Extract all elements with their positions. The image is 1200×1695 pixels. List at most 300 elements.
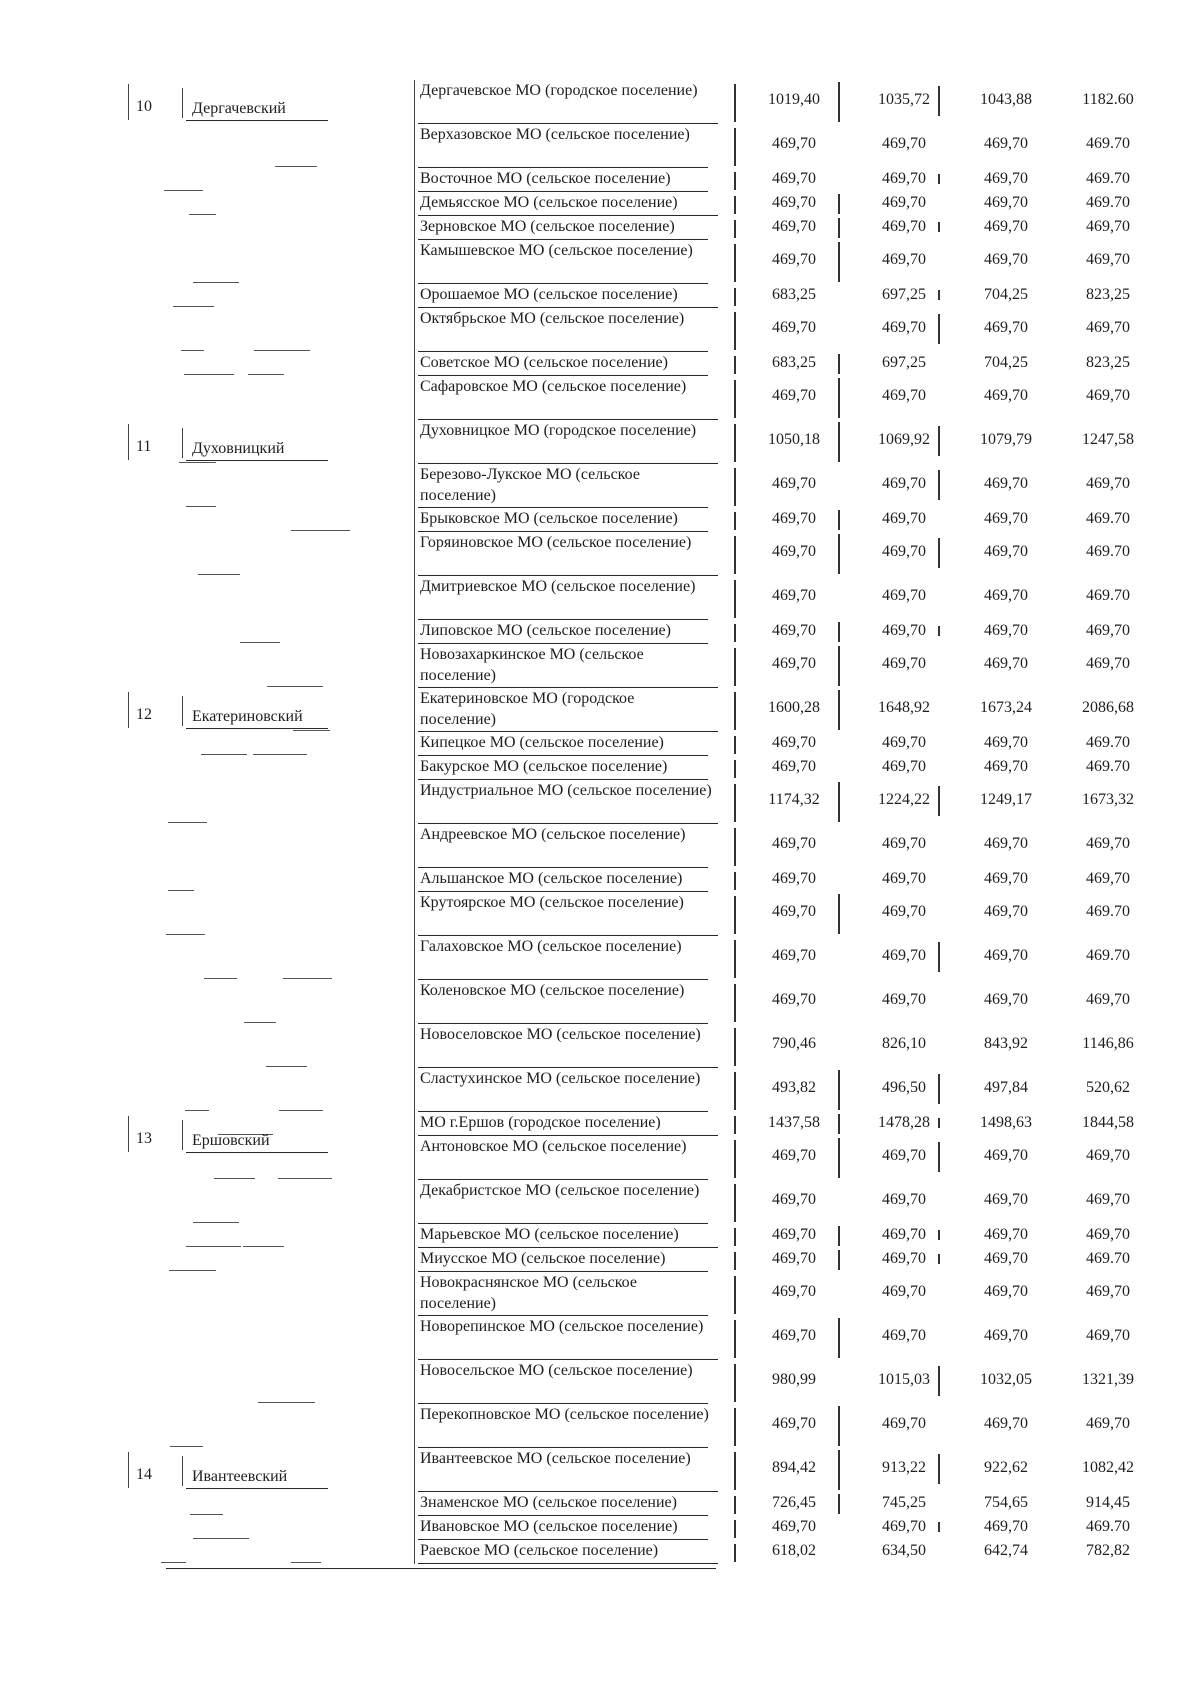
table-row	[0, 980, 1200, 1024]
value-cell: 469,70	[882, 1250, 926, 1267]
column-separator	[938, 314, 940, 344]
column-separator	[838, 894, 840, 934]
column-separator	[734, 1028, 736, 1066]
value-cell: 469,70	[882, 135, 926, 152]
district-number: 14	[136, 1466, 152, 1483]
value-cell: 1249,17	[980, 791, 1032, 808]
scan-dash	[267, 686, 323, 687]
municipality-name: Сафаровское МО (сельское поселение)	[420, 378, 687, 395]
value-cell: 469,70	[772, 510, 816, 527]
value-cell: 520,62	[1086, 1079, 1130, 1096]
column-separator	[838, 510, 840, 530]
column-separator	[734, 1184, 736, 1222]
table-row	[0, 352, 1200, 376]
value-cell: 1600,28	[768, 699, 820, 716]
municipality-name: Бакурское МО (сельское поселение)	[420, 758, 668, 775]
column-separator	[838, 1494, 840, 1514]
column-separator	[734, 244, 736, 282]
value-cell: 790,46	[772, 1035, 816, 1052]
scan-dash	[170, 1446, 203, 1447]
value-cell: 496,50	[882, 1079, 926, 1096]
scan-dash	[279, 1110, 323, 1111]
scan-dash	[243, 1246, 284, 1247]
district-number: 12	[136, 706, 152, 723]
value-cell: 469.70	[1086, 543, 1130, 560]
value-cell: 469,70	[772, 903, 816, 920]
column-separator	[838, 1250, 840, 1270]
municipality-name: Декабристское МО (сельское поселение)	[420, 1182, 700, 1199]
value-cell: 634,50	[882, 1542, 926, 1559]
column-separator	[838, 1318, 840, 1358]
value-cell: 469,70	[772, 947, 816, 964]
value-cell: 469,70	[772, 170, 816, 187]
table-row	[0, 756, 1200, 780]
value-cell: 469,70	[1086, 218, 1130, 235]
column-separator	[838, 422, 840, 462]
column-separator	[734, 1140, 736, 1178]
scan-tick	[128, 424, 129, 460]
column-separator	[838, 534, 840, 574]
value-cell: 469,70	[882, 1147, 926, 1164]
table-row	[0, 216, 1200, 240]
value-cell: 469,70	[984, 1283, 1028, 1300]
scan-tick	[182, 428, 183, 458]
column-separator	[734, 984, 736, 1022]
column-separator	[734, 1364, 736, 1402]
value-cell: 754,65	[984, 1494, 1028, 1511]
value-cell: 469,70	[882, 170, 926, 187]
column-separator	[838, 242, 840, 282]
value-cell: 469,70	[882, 1191, 926, 1208]
municipality-name: Индустриальное МО (сельское поселение)	[420, 782, 712, 799]
table-row	[0, 508, 1200, 532]
table-row	[0, 168, 1200, 192]
value-cell: 469,70	[772, 1283, 816, 1300]
value-cell: 1079,79	[980, 431, 1032, 448]
column-separator	[734, 1276, 736, 1314]
table-row	[0, 1360, 1200, 1404]
column-separator	[938, 1522, 940, 1532]
column-separator	[938, 86, 940, 116]
table-row	[0, 1272, 1200, 1316]
value-cell: 469,70	[772, 655, 816, 672]
value-cell: 469.70	[1086, 194, 1130, 211]
value-cell: 469,70	[1086, 622, 1130, 639]
municipality-name: Новозахаркинское МО (сельское поселение)	[420, 646, 644, 684]
column-separator	[938, 174, 940, 184]
value-cell: 469,70	[882, 734, 926, 751]
value-cell: 469,70	[772, 991, 816, 1008]
value-cell: 469,70	[882, 319, 926, 336]
value-cell: 894,42	[772, 1459, 816, 1476]
scan-dash	[186, 506, 216, 507]
municipality-name: Демьясское МО (сельское поселение)	[420, 194, 678, 211]
district-name: Духовницкий	[192, 440, 285, 457]
value-cell: 469,70	[984, 991, 1028, 1008]
table-row	[0, 576, 1200, 620]
municipality-name: Новорепинское МО (сельское поселение)	[420, 1318, 704, 1335]
municipality-name: Кипецкое МО (сельское поселение)	[420, 734, 664, 751]
value-cell: 469.70	[1086, 135, 1130, 152]
scan-dash	[291, 530, 350, 531]
value-cell: 922,62	[984, 1459, 1028, 1476]
table-row	[0, 688, 1200, 732]
table-row	[0, 1024, 1200, 1068]
scan-tick	[182, 696, 183, 726]
column-separator	[734, 1496, 736, 1514]
column-separator	[838, 354, 840, 374]
value-cell: 469,70	[984, 1415, 1028, 1432]
value-cell: 469,70	[882, 991, 926, 1008]
column-separator	[838, 690, 840, 730]
municipality-name: Восточное МО (сельское поселение)	[420, 170, 671, 187]
value-cell: 469,70	[984, 1327, 1028, 1344]
scan-dash	[169, 1270, 216, 1271]
table-row	[0, 420, 1200, 464]
value-cell: 469,70	[984, 903, 1028, 920]
value-cell: 469,70	[882, 903, 926, 920]
table-row	[0, 1224, 1200, 1248]
value-cell: 1247,58	[1082, 431, 1134, 448]
table-row	[0, 1248, 1200, 1272]
value-cell: 469,70	[984, 510, 1028, 527]
column-separator	[734, 84, 736, 122]
column-separator	[734, 380, 736, 418]
column-separator	[838, 622, 840, 642]
scan-tick	[182, 88, 183, 118]
value-cell: 1069,92	[878, 431, 930, 448]
value-cell: 469,70	[772, 475, 816, 492]
scan-dash	[184, 374, 234, 375]
value-cell: 469,70	[984, 319, 1028, 336]
value-cell: 469,70	[984, 543, 1028, 560]
table-row	[0, 124, 1200, 168]
municipality-name: МО г.Ершов (городское поселение)	[420, 1114, 661, 1131]
municipality-name: Раевское МО (сельское поселение)	[420, 1542, 659, 1559]
scan-tick	[128, 84, 129, 120]
value-cell: 704,25	[984, 286, 1028, 303]
value-cell: 469,70	[772, 1518, 816, 1535]
district-name: Екатериновский	[192, 708, 303, 725]
value-cell: 469.70	[1086, 947, 1130, 964]
district-number: 10	[136, 98, 152, 115]
table-row	[0, 1404, 1200, 1448]
column-separator	[734, 1408, 736, 1446]
municipality-name: Брыковское МО (сельское поселение)	[420, 510, 678, 527]
value-cell: 469,70	[1086, 1191, 1130, 1208]
column-separator	[838, 1226, 840, 1246]
column-separator	[838, 1070, 840, 1110]
column-separator	[938, 1366, 940, 1396]
value-cell: 618,02	[772, 1542, 816, 1559]
value-cell: 469.70	[1086, 1518, 1130, 1535]
value-cell: 914,45	[1086, 1494, 1130, 1511]
value-cell: 469,70	[1086, 251, 1130, 268]
column-separator	[734, 1228, 736, 1246]
column-separator	[938, 626, 940, 636]
table-bottom-rule	[166, 1568, 716, 1569]
scan-dash	[166, 934, 205, 935]
value-cell: 469,70	[984, 387, 1028, 404]
value-cell: 469,70	[984, 1250, 1028, 1267]
scan-dash	[189, 214, 216, 215]
value-cell: 697,25	[882, 286, 926, 303]
scan-dash	[168, 890, 194, 891]
column-separator	[734, 128, 736, 166]
table-row	[0, 376, 1200, 420]
value-cell: 469,70	[772, 218, 816, 235]
value-cell: 469,70	[1086, 991, 1130, 1008]
value-cell: 1032,05	[980, 1371, 1032, 1388]
municipality-name: Галаховское МО (сельское поселение)	[420, 938, 682, 955]
value-cell: 1437,58	[768, 1114, 820, 1131]
value-cell: 469,70	[772, 1415, 816, 1432]
municipality-name: Горяиновское МО (сельское поселение)	[420, 534, 692, 551]
column-separator	[938, 1074, 940, 1104]
scan-dash	[193, 1222, 239, 1223]
district-number: 13	[136, 1130, 152, 1147]
scan-dash	[244, 1022, 276, 1023]
value-cell: 1146,86	[1082, 1035, 1134, 1052]
scan-dash	[179, 462, 216, 463]
value-cell: 469,70	[772, 251, 816, 268]
table-row	[0, 732, 1200, 756]
value-cell: 469.70	[1086, 758, 1130, 775]
value-cell: 469,70	[984, 835, 1028, 852]
value-cell: 469,70	[984, 758, 1028, 775]
value-cell: 469,70	[984, 135, 1028, 152]
value-cell: 1648,92	[878, 699, 930, 716]
value-cell: 782,82	[1086, 1542, 1130, 1559]
value-cell: 469,70	[772, 1191, 816, 1208]
value-cell: 469,70	[772, 194, 816, 211]
column-separator	[938, 942, 940, 972]
value-cell: 469,70	[882, 1518, 926, 1535]
scan-dash	[254, 350, 310, 351]
value-cell: 469,70	[772, 135, 816, 152]
table-row	[0, 1448, 1200, 1492]
column-separator	[938, 470, 940, 500]
value-cell: 469,70	[1086, 1415, 1130, 1432]
column-separator	[734, 220, 736, 238]
value-cell: 469.70	[1086, 1250, 1130, 1267]
value-cell: 469,70	[1086, 835, 1130, 852]
value-cell: 469,70	[882, 510, 926, 527]
scan-dash	[283, 978, 332, 979]
municipality-name: Ивановское МО (сельское поселение)	[420, 1518, 678, 1535]
column-separator	[838, 194, 840, 214]
scan-dash	[164, 190, 203, 191]
municipality-name: Новокраснянское МО (сельское поселение)	[420, 1274, 637, 1312]
column-separator	[734, 760, 736, 778]
scan-dash	[266, 1066, 307, 1067]
column-separator	[838, 646, 840, 686]
column-separator	[734, 940, 736, 978]
column-separator	[734, 784, 736, 822]
table-row	[0, 80, 1200, 124]
table-left-border	[414, 80, 415, 1564]
column-separator	[838, 1114, 840, 1134]
scan-dash	[214, 1178, 255, 1179]
column-separator	[938, 786, 940, 816]
column-separator	[734, 512, 736, 530]
value-cell: 704,25	[984, 354, 1028, 371]
column-separator	[938, 1142, 940, 1172]
value-cell: 469,70	[1086, 870, 1130, 887]
municipality-name: Зерновское МО (сельское поселение)	[420, 218, 675, 235]
value-cell: 469,70	[772, 758, 816, 775]
municipality-name: Крутоярское МО (сельское поселение)	[420, 894, 684, 911]
scan-dash	[186, 1246, 241, 1247]
value-cell: 469,70	[882, 870, 926, 887]
municipality-name: Духовницкое МО (городское поселение)	[420, 422, 697, 439]
value-cell: 1035,72	[878, 91, 930, 108]
column-separator	[838, 1138, 840, 1178]
municipality-name: Ивантеевское МО (сельское поселение)	[420, 1450, 691, 1467]
value-cell: 1082,42	[1082, 1459, 1134, 1476]
value-cell: 469,70	[882, 218, 926, 235]
column-separator	[734, 1520, 736, 1538]
scan-dash	[173, 306, 214, 307]
scan-dash	[190, 1514, 223, 1515]
district-number: 11	[136, 438, 152, 455]
scan-dash	[198, 574, 240, 575]
municipality-name: Камышевское МО (сельское поселение)	[420, 242, 693, 259]
value-cell: 469,70	[984, 1147, 1028, 1164]
table-row	[0, 1316, 1200, 1360]
value-cell: 469,70	[984, 475, 1028, 492]
table-row	[0, 1112, 1200, 1136]
scan-dash	[181, 350, 204, 351]
value-cell: 469,70	[984, 587, 1028, 604]
table-row	[0, 780, 1200, 824]
value-cell: 469,70	[772, 1327, 816, 1344]
value-cell: 469,70	[1086, 387, 1130, 404]
value-cell: 683,25	[772, 354, 816, 371]
municipality-name: Знаменское МО (сельское поселение)	[420, 1494, 677, 1511]
municipality-name: Березово-Лукское МО (сельское поселение)	[420, 466, 640, 504]
scan-dash	[193, 1538, 249, 1539]
column-separator	[734, 1320, 736, 1358]
column-separator	[734, 896, 736, 934]
district-name-underline	[186, 120, 328, 121]
scan-dash	[275, 166, 317, 167]
column-separator	[734, 468, 736, 506]
table-row	[0, 1516, 1200, 1540]
value-cell: 1478,28	[878, 1114, 930, 1131]
scan-dash	[204, 978, 237, 979]
municipality-name: Верхазовское МО (сельское поселение)	[420, 126, 690, 143]
column-separator	[734, 196, 736, 214]
value-cell: 1182.60	[1082, 91, 1134, 108]
scan-dash	[278, 1178, 332, 1179]
scan-dash	[253, 754, 307, 755]
column-separator	[734, 1072, 736, 1110]
column-separator	[734, 1252, 736, 1270]
column-separator	[734, 288, 736, 306]
value-cell: 469,70	[984, 655, 1028, 672]
value-cell: 469,70	[984, 251, 1028, 268]
column-separator	[938, 426, 940, 456]
value-cell: 2086,68	[1082, 699, 1134, 716]
district-name-underline	[186, 1152, 328, 1153]
value-cell: 469,70	[882, 251, 926, 268]
scan-tick	[182, 1456, 183, 1486]
column-separator	[734, 872, 736, 890]
value-cell: 683,25	[772, 286, 816, 303]
scan-dash	[248, 374, 284, 375]
value-cell: 469,70	[772, 543, 816, 560]
municipality-name: Дмитриевское МО (сельское поселение)	[420, 578, 696, 595]
value-cell: 469,70	[772, 870, 816, 887]
municipality-name: Дергачевское МО (городское поселение)	[420, 82, 698, 99]
value-cell: 469,70	[772, 587, 816, 604]
value-cell: 1043,88	[980, 91, 1032, 108]
municipality-name: Альшанское МО (сельское поселение)	[420, 870, 683, 887]
scan-dash	[293, 730, 330, 731]
value-cell: 1224,22	[878, 791, 930, 808]
value-cell: 1321,39	[1082, 1371, 1134, 1388]
column-separator	[938, 1454, 940, 1484]
municipality-name: Новосельское МО (сельское поселение)	[420, 1362, 693, 1379]
district-name-underline	[186, 728, 328, 729]
table-row	[0, 1492, 1200, 1516]
municipality-name: Советское МО (сельское поселение)	[420, 354, 668, 371]
value-cell: 469,70	[984, 1191, 1028, 1208]
value-cell: 469,70	[1086, 1327, 1130, 1344]
scan-dash	[161, 1562, 186, 1563]
value-cell: 823,25	[1086, 354, 1130, 371]
column-separator	[838, 1450, 840, 1490]
row-underline	[418, 1563, 718, 1564]
column-separator	[734, 580, 736, 618]
scan-tick	[128, 692, 129, 728]
value-cell: 469,70	[1086, 475, 1130, 492]
scan-dash	[168, 822, 207, 823]
district-name: Дергачевский	[192, 100, 286, 117]
table-row	[0, 284, 1200, 308]
district-name: Ивантеевский	[192, 1468, 288, 1485]
scan-dash	[185, 1110, 209, 1111]
column-separator	[734, 828, 736, 866]
table-row	[0, 1068, 1200, 1112]
column-separator	[838, 782, 840, 822]
municipality-name: Екатериновское МО (городское поселение)	[420, 690, 635, 728]
column-separator	[734, 692, 736, 730]
table-row	[0, 464, 1200, 508]
value-cell: 469,70	[882, 758, 926, 775]
value-cell: 1015,03	[878, 1371, 930, 1388]
district-name-underline	[186, 460, 328, 461]
scan-tick	[128, 1116, 129, 1152]
value-cell: 469,70	[772, 319, 816, 336]
value-cell: 469,70	[984, 734, 1028, 751]
value-cell: 469,70	[772, 622, 816, 639]
value-cell: 469.70	[1086, 734, 1130, 751]
value-cell: 980,99	[772, 1371, 816, 1388]
column-separator	[938, 222, 940, 232]
value-cell: 469,70	[984, 947, 1028, 964]
value-cell: 469,70	[882, 655, 926, 672]
value-cell: 469,70	[1086, 1226, 1130, 1243]
value-cell: 1174,32	[768, 791, 820, 808]
value-cell: 469,70	[882, 622, 926, 639]
column-separator	[938, 1254, 940, 1264]
municipality-name: Марьевское МО (сельское поселение)	[420, 1226, 679, 1243]
table-row	[0, 868, 1200, 892]
value-cell: 469,70	[1086, 1283, 1130, 1300]
value-cell: 469,70	[984, 170, 1028, 187]
